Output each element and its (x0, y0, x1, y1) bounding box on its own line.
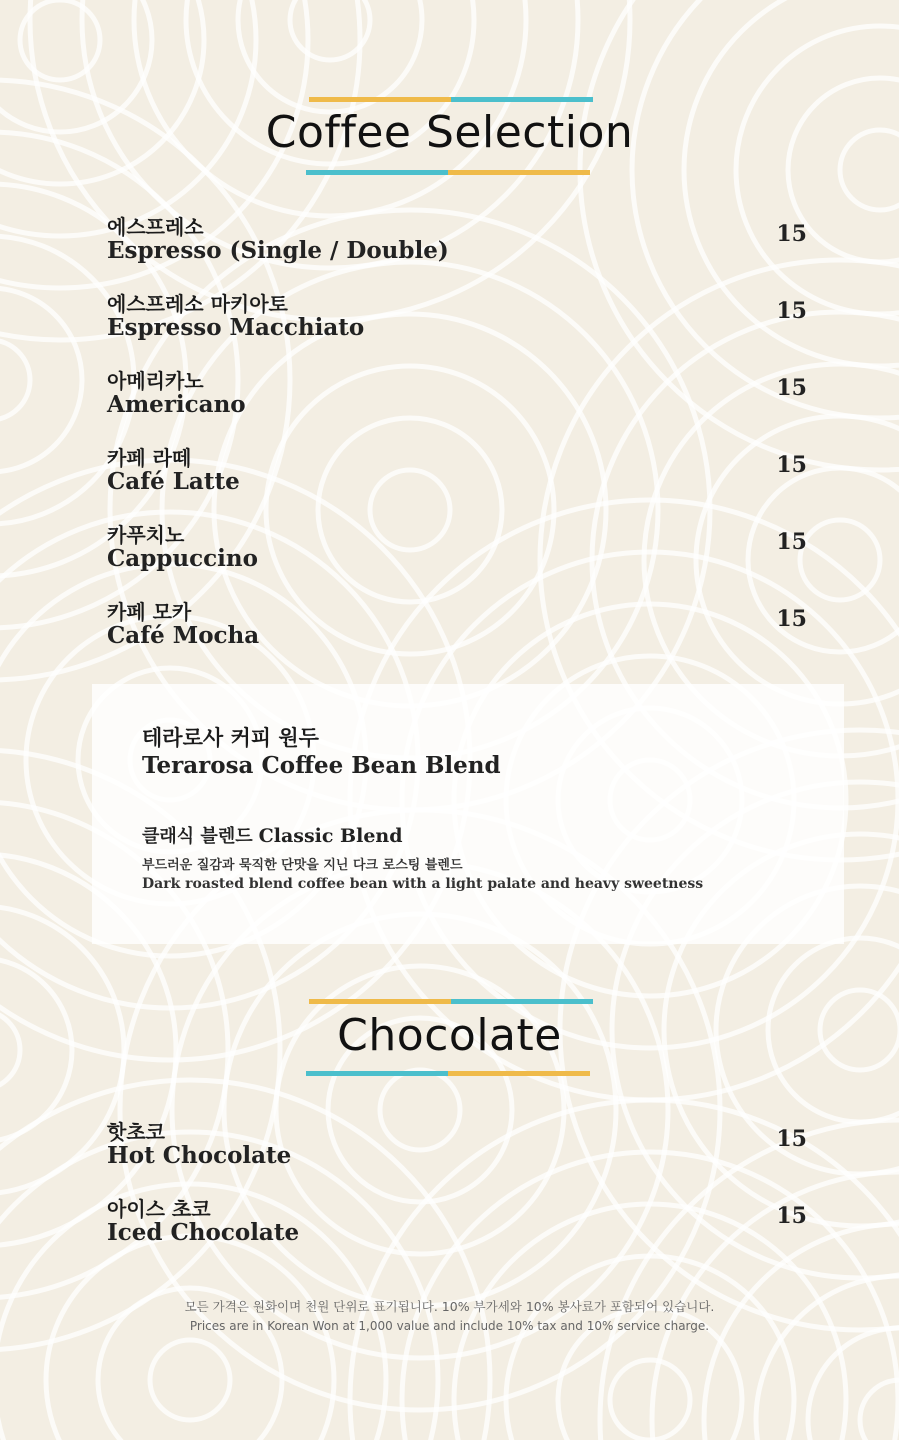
title-top-bar-yellow (309, 97, 452, 102)
coffee-section-title: Coffee Selection (265, 107, 634, 158)
item-name-en: Hot Chocolate (107, 1142, 292, 1169)
item-name-ko: 아메리카노 (107, 369, 204, 393)
blend-name-ko: 클래식 블렌드 (142, 826, 253, 847)
item-name-en: Café Mocha (107, 622, 260, 649)
item-name-en: Café Latte (107, 468, 240, 495)
chocolate-section-title: Chocolate (337, 1010, 562, 1061)
menu-item-cafe-mocha (107, 596, 807, 656)
menu-item-cafe-latte (107, 442, 807, 502)
title-top-bar-teal (451, 999, 593, 1004)
item-name-ko: 핫초코 (107, 1120, 165, 1144)
title-bottom-bar-teal (306, 170, 449, 175)
item-name-ko: 에스프레소 마키아토 (107, 292, 288, 316)
title-bottom-bar-yellow (448, 1071, 590, 1076)
pattern-circle (632, 0, 899, 418)
footer-note-en: Prices are in Korean Won at 1,000 value and include 10% tax and 10% service charge. (189, 1319, 710, 1333)
item-price: 15 (776, 1203, 807, 1229)
item-price: 15 (776, 606, 807, 632)
menu-item-hot-chocolate (107, 1116, 807, 1176)
menu-item-cappuccino (107, 519, 807, 579)
menu-item-americano (107, 365, 807, 425)
item-name-ko: 카페 모카 (107, 600, 192, 624)
blend-description-ko: 부드러운 질감과 묵직한 단맛을 지닌 다크 로스팅 블렌드 (142, 858, 463, 873)
item-name-en: Espresso (Single / Double) (107, 237, 449, 264)
menu-item-iced-chocolate (107, 1193, 807, 1253)
item-name-en: Espresso Macchiato (107, 314, 365, 341)
title-bottom-bar-teal (306, 1071, 449, 1076)
pattern-circle (800, 520, 880, 600)
title-bottom-bar-yellow (448, 170, 590, 175)
pattern-circle (238, 0, 422, 112)
item-name-en: Cappuccino (107, 545, 258, 572)
item-name-ko: 에스프레소 (107, 215, 204, 239)
item-price: 15 (776, 529, 807, 555)
pattern-circle (30, 0, 630, 320)
pattern-circle (860, 1380, 899, 1440)
blend-name-en: Classic Blend (258, 825, 403, 847)
item-name-ko: 카페 라떼 (107, 446, 192, 470)
item-name-en: Iced Chocolate (107, 1219, 300, 1246)
coffee-bean-info-box (92, 684, 844, 944)
footer-note-ko: 모든 가격은 원화이며 천원 단위로 표기됩니다. 10% 부가세와 10% 봉사료가 포함되어 있습니다. (184, 1299, 715, 1314)
item-price: 15 (776, 1126, 807, 1152)
pattern-circle (150, 1340, 230, 1420)
item-price: 15 (776, 375, 807, 401)
bean-title-ko: 테라로사 커피 원두 (142, 726, 319, 750)
item-price: 15 (776, 452, 807, 478)
pattern-circle (0, 340, 30, 420)
item-name-ko: 아이스 초코 (107, 1197, 211, 1221)
blend-description-en: Dark roasted blend coffee bean with a light palate and heavy sweetness (142, 876, 704, 892)
menu-item-espresso (107, 211, 807, 271)
item-name-ko: 카푸치노 (107, 523, 185, 547)
item-price: 15 (776, 221, 807, 247)
item-name-en: Americano (107, 391, 246, 418)
pattern-circle (0, 288, 82, 472)
item-price: 15 (776, 298, 807, 324)
title-top-bar-teal (451, 97, 593, 102)
title-top-bar-yellow (309, 999, 452, 1004)
blend-name (142, 822, 403, 848)
bean-title-en: Terarosa Coffee Bean Blend (142, 752, 501, 779)
menu-item-espresso-macchiato (107, 288, 807, 348)
